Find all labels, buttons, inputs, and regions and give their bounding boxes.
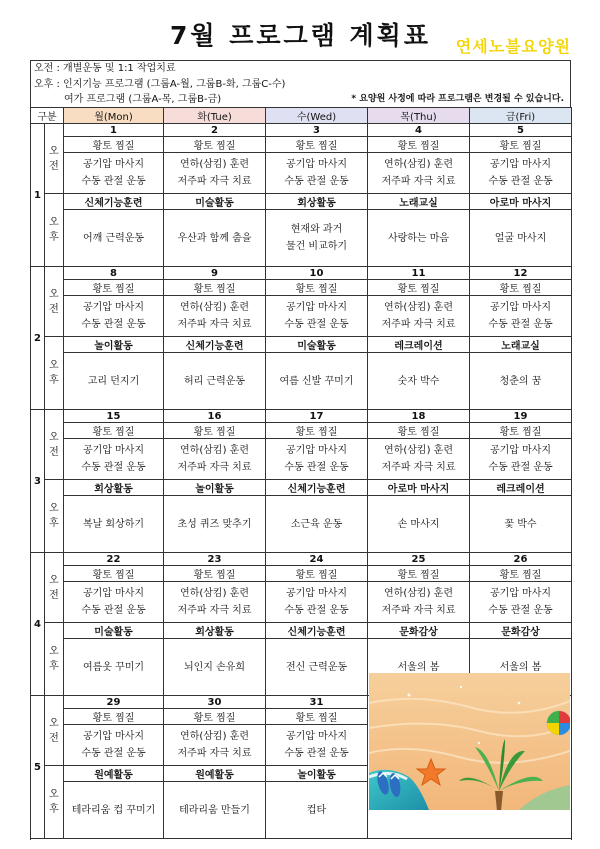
facility-logo: 연세노블요양원 [455, 37, 571, 56]
period-pm-char: 오 [49, 646, 59, 657]
am-activity-line: 수동 관절 운동 [488, 462, 553, 473]
am-activity-cell [164, 153, 266, 194]
pm-category-cell: 회상활동 [64, 480, 164, 496]
title-row [30, 14, 571, 60]
period-am-char: 전 [49, 160, 59, 172]
sauna-cell: 황토 찜질 [470, 423, 572, 439]
pm-category-cell: 레크레이션 [368, 337, 470, 353]
pm-activity-line: 복날 회상하기 [82, 518, 145, 530]
pm-activity-line: 초성 퀴즈 맞추기 [177, 518, 252, 530]
date-cell: 29 [64, 696, 164, 709]
info-note: * 요양원 사정에 따라 프로그램은 변경될 수 있습니다. [351, 94, 564, 104]
am-activity-cell [64, 725, 164, 766]
sauna-cell: 황토 찜질 [64, 137, 164, 153]
pm-activity-line: 허리 근력운동 [183, 375, 246, 387]
pm-activity-line: 꽃 박수 [504, 518, 537, 530]
am-activity-line: 공기압 마사지 [82, 445, 145, 456]
date-cell: 26 [470, 553, 572, 566]
sauna-row [31, 280, 572, 296]
beach-ball [547, 711, 570, 735]
am-activity-line: 공기압 마사지 [82, 302, 145, 313]
date-cell: 16 [164, 410, 266, 423]
pm-category-cell: 놀이활동 [164, 480, 266, 496]
pm-category-cell: 원예활동 [64, 766, 164, 782]
header-row [31, 108, 572, 124]
pm-activity-line: 여름 신발 꾸미기 [279, 375, 354, 387]
period-pm-label [45, 623, 64, 696]
am-activity-line: 연하(삼킴) 훈련 [384, 302, 453, 313]
pm-activity-line: 소근육 운동 [290, 518, 343, 530]
pm-activity-cell [266, 496, 368, 553]
am-activity-cell [470, 582, 572, 623]
period-pm-char: 후 [49, 518, 59, 529]
am-activity-line: 공기압 마사지 [489, 445, 552, 456]
pm-activity-cell [64, 782, 164, 839]
am-activity-line: 저주파 자극 치료 [381, 176, 456, 187]
am-activity-line: 공기압 마사지 [285, 445, 348, 456]
pm-activity-cell [266, 210, 368, 267]
date-cell: 4 [368, 124, 470, 137]
pm-category-cell: 아로마 마사지 [368, 480, 470, 496]
period-am-label [45, 553, 64, 623]
sauna-cell: 황토 찜질 [64, 423, 164, 439]
pm-category-cell: 회상활동 [266, 194, 368, 210]
period-pm-char: 오 [49, 503, 59, 514]
am-activity-line: 공기압 마사지 [82, 731, 145, 742]
sauna-row [31, 137, 572, 153]
am-activity-line: 연하(삼킴) 훈련 [180, 302, 249, 313]
pm-row [31, 496, 572, 553]
info-am: 오전 : 개별운동 및 1:1 작업치료 [34, 63, 176, 74]
pm-activity-line: 테라리움 만들기 [179, 804, 250, 816]
date-cell: 1 [64, 124, 164, 137]
info-pm: 오후 : 인지기능 프로그램 (그룹A-월, 그룹B-화, 그룹C-수) [34, 79, 286, 90]
pm-activity-line: 현재와 과거 [290, 224, 343, 235]
am-activity-line: 공기압 마사지 [82, 588, 145, 599]
period-am-label [45, 410, 64, 480]
pm-category-cell: 레크레이션 [470, 480, 572, 496]
pm-category-cell: 신체기능훈련 [266, 480, 368, 496]
pm-activity-cell [164, 639, 266, 696]
date-cell: 25 [368, 553, 470, 566]
sauna-cell: 황토 찜질 [164, 423, 266, 439]
date-row [31, 553, 572, 566]
sauna-cell: 황토 찜질 [164, 280, 266, 296]
pm-category-cell: 놀이활동 [266, 766, 368, 782]
period-am-char: 전 [49, 446, 59, 458]
date-row [31, 267, 572, 280]
pm-activity-cell [164, 782, 266, 839]
date-cell: 15 [64, 410, 164, 423]
pm-activity-line: 여름옷 꾸미기 [82, 661, 145, 673]
pm-category-cell: 노래교실 [368, 194, 470, 210]
period-pm-label [45, 337, 64, 410]
pm-activity-cell [64, 496, 164, 553]
pm-activity-cell [266, 782, 368, 839]
pm-activity-line: 숫자 박수 [397, 375, 440, 387]
am-activity-line: 연하(삼킴) 훈련 [384, 588, 453, 599]
date-cell: 11 [368, 267, 470, 280]
sauna-cell: 황토 찜질 [266, 423, 368, 439]
date-cell: 18 [368, 410, 470, 423]
date-cell: 5 [470, 124, 572, 137]
period-am-char: 전 [49, 589, 59, 601]
period-pm-char: 오 [49, 789, 59, 800]
am-activity-line: 저주파 자극 치료 [381, 319, 456, 330]
period-am-char: 오 [49, 431, 59, 443]
sauna-cell: 황토 찜질 [64, 280, 164, 296]
am-activity-line: 공기압 마사지 [489, 302, 552, 313]
am-activity-line: 연하(삼킴) 훈련 [180, 731, 249, 742]
sauna-cell: 황토 찜질 [164, 566, 266, 582]
date-cell: 23 [164, 553, 266, 566]
sauna-cell: 황토 찜질 [64, 709, 164, 725]
am-activity-cell [64, 153, 164, 194]
pm-activity-line: 고리 던지기 [87, 375, 140, 387]
period-pm-char: 오 [49, 360, 59, 371]
pm-category-cell: 신체기능훈련 [164, 337, 266, 353]
am-activity-line: 연하(삼킴) 훈련 [180, 159, 249, 170]
pm-category-cell: 미술활동 [164, 194, 266, 210]
program-info-box [30, 60, 571, 109]
am-activity-cell [164, 725, 266, 766]
pm-activity-cell [266, 353, 368, 410]
pm-activity-line: 서울의 봄 [397, 661, 440, 673]
pm-category-cell: 노래교실 [470, 337, 572, 353]
pm-category-cell: 신체기능훈련 [266, 623, 368, 639]
header-day: 화(Tue) [164, 108, 266, 124]
header-day: 수(Wed) [266, 108, 368, 124]
sauna-cell: 황토 찜질 [470, 280, 572, 296]
pm-activity-cell [368, 496, 470, 553]
am-activity-line: 연하(삼킴) 훈련 [384, 445, 453, 456]
date-cell: 17 [266, 410, 368, 423]
pm-activity-cell [470, 210, 572, 267]
pm-activity-cell [164, 353, 266, 410]
am-activity-line: 연하(삼킴) 훈련 [384, 159, 453, 170]
period-pm-char: 후 [49, 804, 59, 815]
am-activity-cell [64, 439, 164, 480]
period-pm-char: 후 [49, 375, 59, 386]
am-activity-line: 공기압 마사지 [489, 588, 552, 599]
am-activity-line: 저주파 자극 치료 [177, 319, 252, 330]
period-am-char: 전 [49, 303, 59, 315]
am-activity-line: 저주파 자극 치료 [177, 748, 252, 759]
week-number: 3 [31, 410, 45, 553]
pm-category-cell: 미술활동 [64, 623, 164, 639]
date-cell: 10 [266, 267, 368, 280]
pm-activity-line: 컵타 [306, 804, 327, 816]
am-activity-cell [266, 582, 368, 623]
pm-category-row [31, 337, 572, 353]
pm-activity-cell [64, 353, 164, 410]
week-number: 1 [31, 124, 45, 267]
sauna-cell: 황토 찜질 [266, 566, 368, 582]
pm-activity-line: 서울의 봄 [499, 661, 542, 673]
pm-activity-cell [266, 639, 368, 696]
am-activity-cell [164, 296, 266, 337]
am-activity-cell [470, 153, 572, 194]
period-am-label [45, 124, 64, 194]
sauna-cell: 황토 찜질 [368, 566, 470, 582]
week-number: 5 [31, 696, 45, 839]
sauna-row [31, 423, 572, 439]
am-activity-line: 저주파 자극 치료 [177, 176, 252, 187]
am-activity-line: 공기압 마사지 [489, 159, 552, 170]
period-am-char: 전 [49, 732, 59, 744]
am-activity-line: 공기압 마사지 [285, 159, 348, 170]
pm-category-cell: 아로마 마사지 [470, 194, 572, 210]
pm-activity-cell [64, 639, 164, 696]
pm-activity-line: 테라리움 컵 꾸미기 [71, 804, 156, 816]
pm-activity-line: 사랑하는 마음 [387, 232, 450, 244]
am-activity-line: 수동 관절 운동 [488, 605, 553, 616]
pm-activity-line: 뇌인지 손유희 [183, 661, 246, 673]
date-row [31, 124, 572, 137]
am-activity-cell [266, 296, 368, 337]
pm-category-cell: 신체기능훈련 [64, 194, 164, 210]
sauna-cell: 황토 찜질 [368, 137, 470, 153]
pm-category-row [31, 623, 572, 639]
pm-activity-cell [164, 210, 266, 267]
pm-activity-line: 손 마사지 [397, 518, 440, 530]
header-day: 월(Mon) [64, 108, 164, 124]
period-am-label [45, 267, 64, 337]
page-title: 7월 프로그램 계획표 [169, 21, 431, 50]
am-activity-line: 저주파 자극 치료 [177, 605, 252, 616]
date-cell: 2 [164, 124, 266, 137]
pm-activity-cell [64, 210, 164, 267]
date-cell: 19 [470, 410, 572, 423]
am-activity-line: 수동 관절 운동 [81, 176, 146, 187]
am-activity-line: 수동 관절 운동 [488, 319, 553, 330]
header-gubun: 구분 [31, 108, 64, 124]
header-day: 금(Fri) [470, 108, 572, 124]
am-activity-line: 수동 관절 운동 [81, 462, 146, 473]
am-activity-cell [266, 439, 368, 480]
am-activity-line: 연하(삼킴) 훈련 [180, 588, 249, 599]
period-pm-char: 후 [49, 661, 59, 672]
am-activity-line: 공기압 마사지 [285, 302, 348, 313]
period-am-char: 오 [49, 145, 59, 157]
am-activity-cell [164, 439, 266, 480]
date-cell: 3 [266, 124, 368, 137]
am-activity-cell [64, 582, 164, 623]
sauna-cell: 황토 찜질 [368, 423, 470, 439]
am-activity-line: 공기압 마사지 [285, 588, 348, 599]
pm-activity-line: 물건 비교하기 [285, 241, 348, 252]
pm-category-cell: 문화감상 [470, 623, 572, 639]
am-activity-line: 수동 관절 운동 [284, 605, 349, 616]
date-cell: 22 [64, 553, 164, 566]
am-activity-cell [368, 439, 470, 480]
period-pm-label [45, 194, 64, 267]
week-number: 4 [31, 553, 45, 696]
pm-category-row [31, 480, 572, 496]
sauna-cell: 황토 찜질 [164, 709, 266, 725]
am-activity-cell [470, 439, 572, 480]
am-activity-line: 수동 관절 운동 [488, 176, 553, 187]
sauna-row [31, 566, 572, 582]
sauna-cell: 황토 찜질 [266, 137, 368, 153]
summer-beach-illustration [369, 673, 570, 810]
pm-activity-cell [164, 496, 266, 553]
info-leisure: 여가 프로그램 (그룹A-목, 그룹B-금) [64, 94, 222, 105]
period-pm-label [45, 480, 64, 553]
period-pm-char: 후 [49, 232, 59, 243]
am-activity-cell [368, 296, 470, 337]
sauna-cell: 황토 찜질 [64, 566, 164, 582]
pm-category-cell: 회상활동 [164, 623, 266, 639]
pm-activity-cell [470, 353, 572, 410]
beach-scene [369, 673, 570, 810]
pm-row [31, 353, 572, 410]
date-cell: 9 [164, 267, 266, 280]
am-activity-line: 저주파 자극 치료 [381, 605, 456, 616]
sauna-cell: 황토 찜질 [266, 280, 368, 296]
period-am-label [45, 696, 64, 766]
header-day: 목(Thu) [368, 108, 470, 124]
date-cell: 31 [266, 696, 368, 709]
am-row [31, 582, 572, 623]
am-activity-line: 수동 관절 운동 [284, 462, 349, 473]
date-cell: 12 [470, 267, 572, 280]
am-row [31, 153, 572, 194]
sauna-cell: 황토 찜질 [470, 137, 572, 153]
pm-activity-cell [470, 496, 572, 553]
period-am-char: 오 [49, 717, 59, 729]
pm-activity-line: 전신 근력운동 [285, 661, 348, 673]
week-number: 2 [31, 267, 45, 410]
am-activity-line: 수동 관절 운동 [284, 748, 349, 759]
sauna-cell: 황토 찜질 [368, 280, 470, 296]
pm-activity-line: 어깨 근력운동 [82, 232, 145, 244]
am-activity-cell [64, 296, 164, 337]
pm-activity-line: 우산과 함께 춤을 [177, 232, 252, 244]
pm-activity-line: 얼굴 마사지 [494, 232, 547, 244]
am-activity-line: 공기압 마사지 [285, 731, 348, 742]
pm-category-cell: 문화감상 [368, 623, 470, 639]
am-activity-cell [470, 296, 572, 337]
period-pm-char: 오 [49, 217, 59, 228]
am-activity-line: 수동 관절 운동 [284, 319, 349, 330]
sauna-cell: 황토 찜질 [470, 566, 572, 582]
period-pm-label [45, 766, 64, 839]
date-cell: 24 [266, 553, 368, 566]
am-row [31, 296, 572, 337]
pm-activity-line: 청춘의 꿈 [499, 375, 542, 387]
period-am-char: 오 [49, 574, 59, 586]
am-row [31, 439, 572, 480]
am-activity-cell [164, 582, 266, 623]
period-am-char: 오 [49, 288, 59, 300]
am-activity-line: 공기압 마사지 [82, 159, 145, 170]
am-activity-line: 수동 관절 운동 [81, 319, 146, 330]
am-activity-cell [368, 153, 470, 194]
am-activity-line: 수동 관절 운동 [284, 176, 349, 187]
pm-row [31, 210, 572, 267]
pm-activity-cell [368, 353, 470, 410]
sauna-cell: 황토 찜질 [164, 137, 266, 153]
pm-category-cell: 원예활동 [164, 766, 266, 782]
am-activity-cell [266, 725, 368, 766]
sauna-cell: 황토 찜질 [266, 709, 368, 725]
am-activity-line: 연하(삼킴) 훈련 [180, 445, 249, 456]
am-activity-line: 저주파 자극 치료 [381, 462, 456, 473]
am-activity-line: 수동 관절 운동 [81, 605, 146, 616]
pm-category-row [31, 194, 572, 210]
pm-category-cell: 놀이활동 [64, 337, 164, 353]
pm-category-cell: 미술활동 [266, 337, 368, 353]
date-cell: 30 [164, 696, 266, 709]
am-activity-line: 수동 관절 운동 [81, 748, 146, 759]
pm-activity-cell [368, 210, 470, 267]
am-activity-cell [266, 153, 368, 194]
am-activity-line: 저주파 자극 치료 [177, 462, 252, 473]
date-row [31, 410, 572, 423]
am-activity-cell [368, 582, 470, 623]
date-cell: 8 [64, 267, 164, 280]
